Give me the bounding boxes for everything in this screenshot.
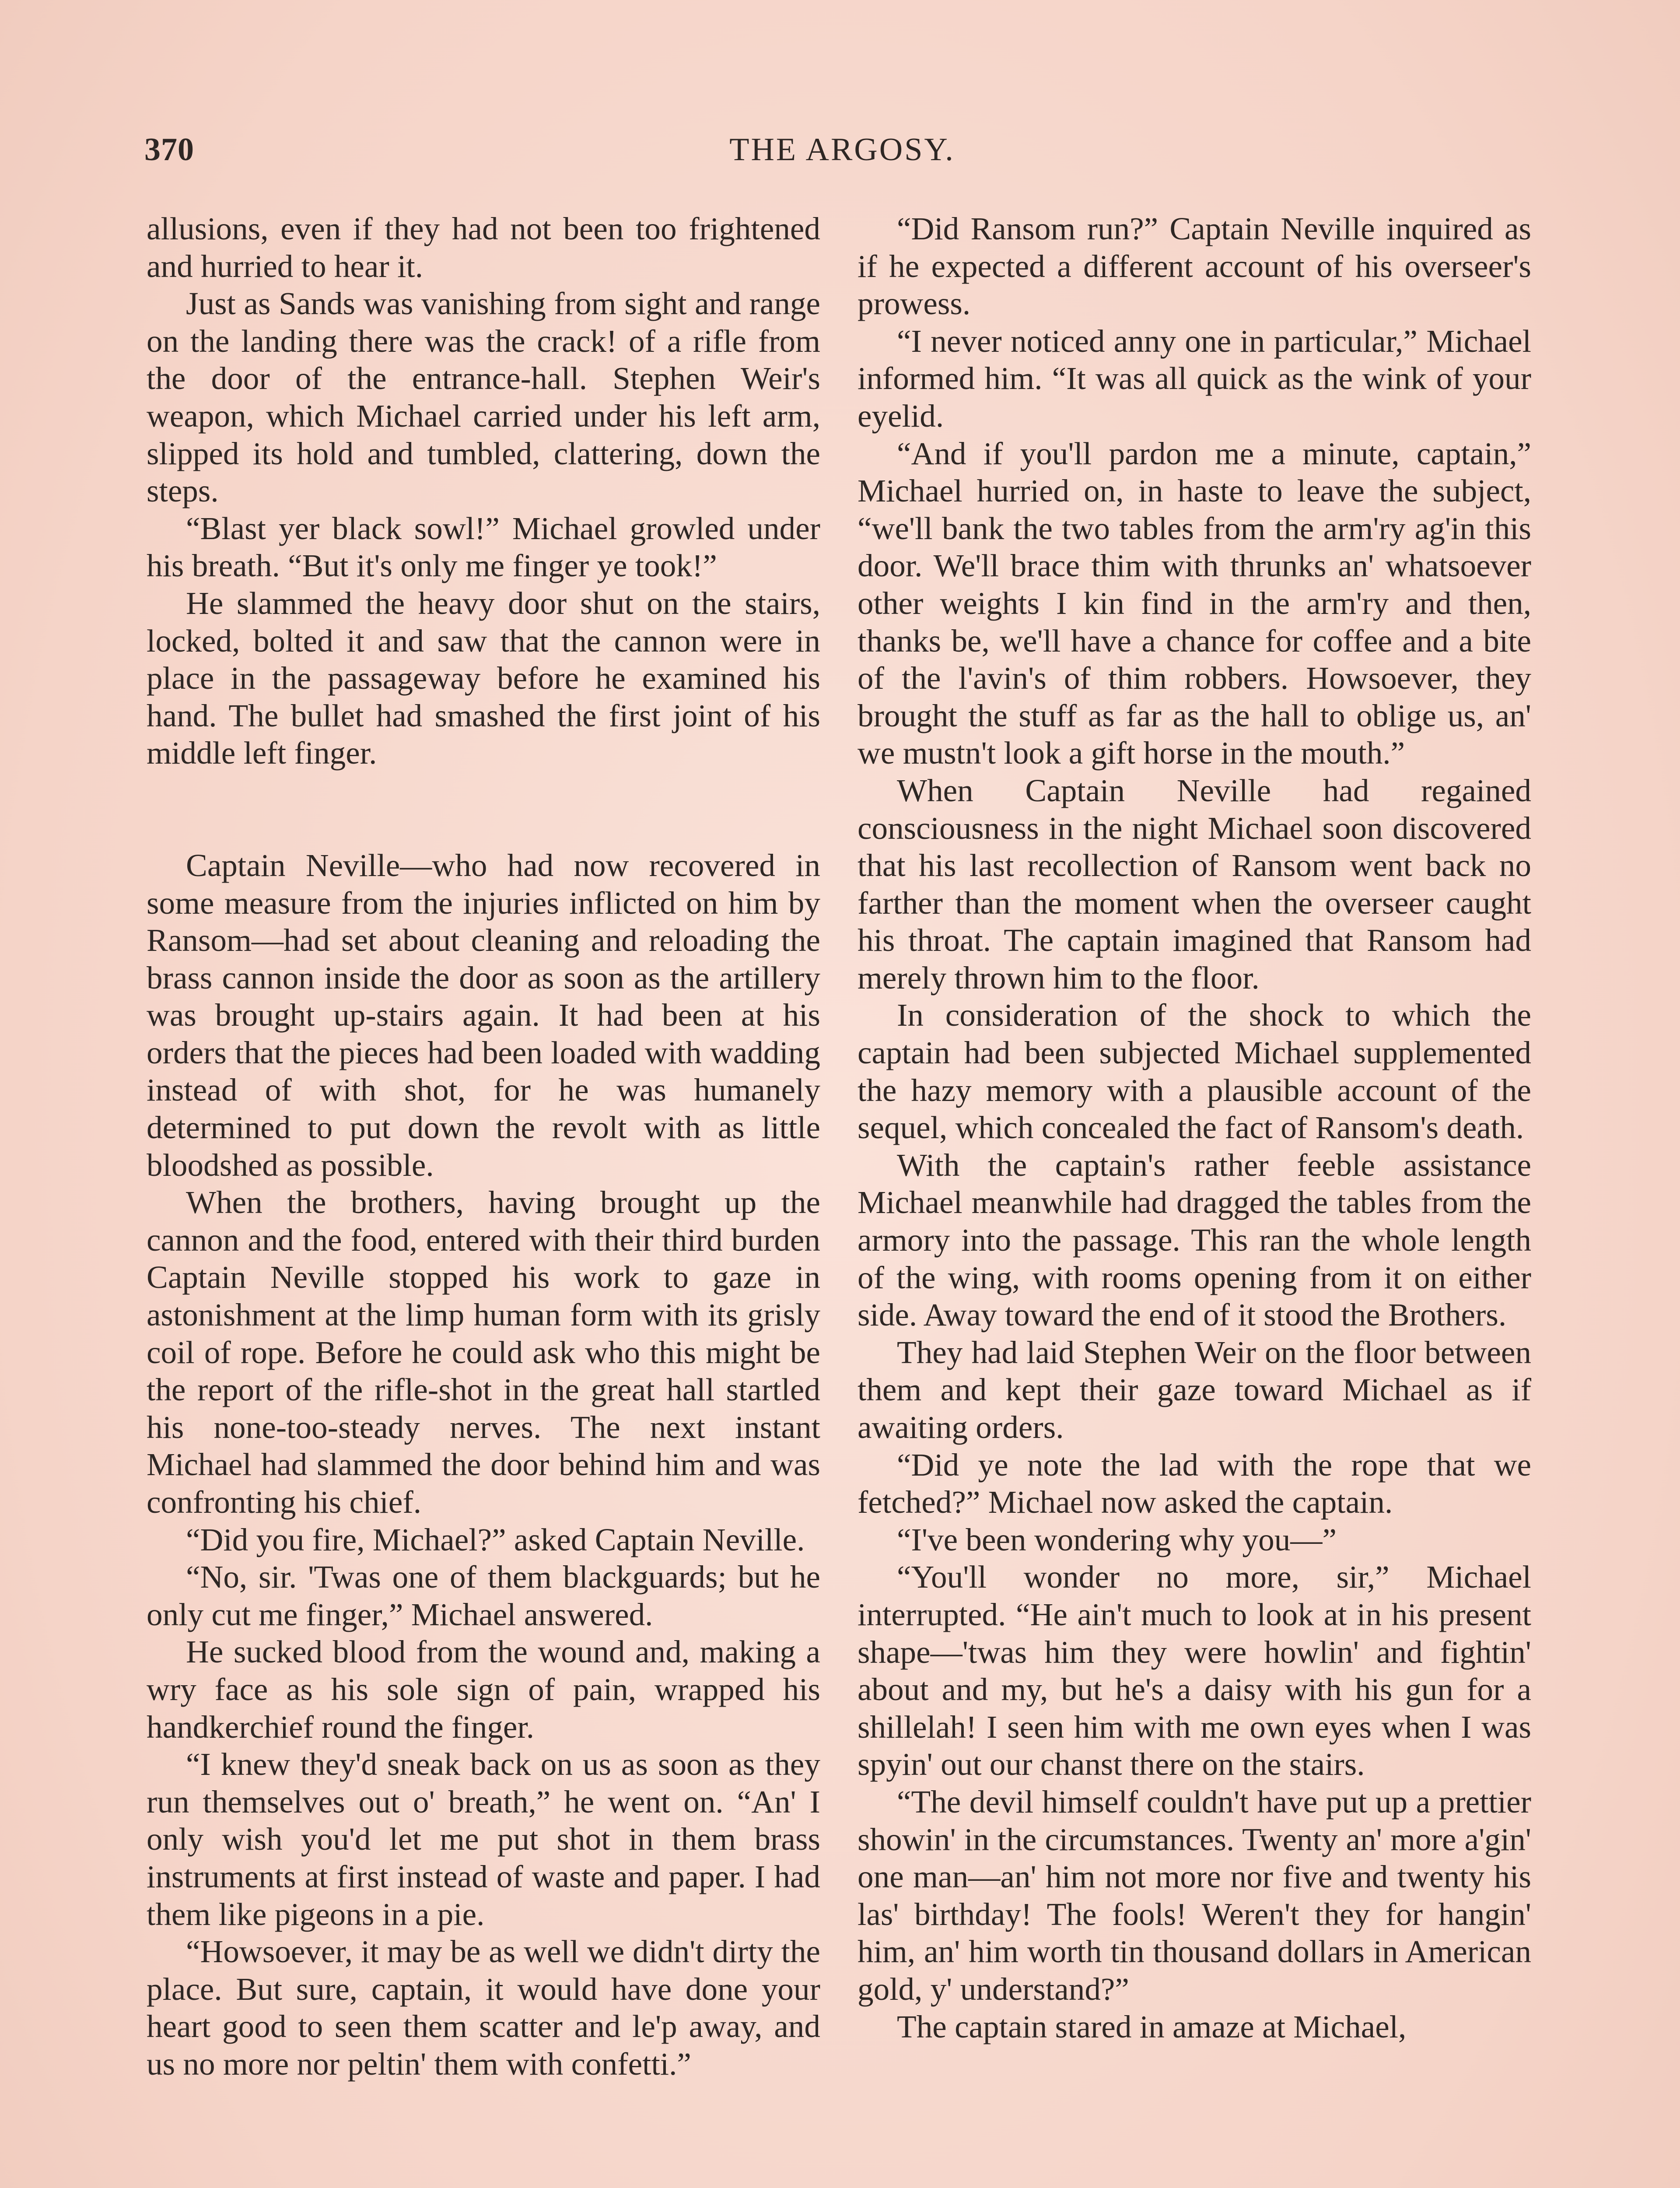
paragraph: Captain Neville—who had now recovered in some measure from the injuries inflicted on him by Ransom—had set about cleaning and reloading the brass cannon inside the door as soon as the artillery was brought up-stairs again. It had been at his orders that the pieces had been loaded with wadding instead of with shot, for he was humanely determined to put down the revolt with as little bloodshed as possible. xyxy=(147,847,820,1183)
paragraph: “And if you'll pardon me a minute, captain,” Michael hurried on, in haste to leave the subject, “we'll bank the two tables from the arm'ry ag'in this door. We'll brace thim with thrunks an' whatsoever other weights I kin find in the arm'ry and then, thanks be, we'll have a chance for coffee and a bite of the l'avin's of thim robbers. Howsoever, they brought the stuff as far as the hall to oblige us, an' we mustn't look a gift horse in the mouth.” xyxy=(858,435,1531,771)
paragraph: “I knew they'd sneak back on us as soon as they run themselves out o' breath,” he went on. “An' I only wish you'd let me put shot in them brass instruments at first instead of waste and paper. I had them like pigeons in a pie. xyxy=(147,1746,820,1932)
paragraph: allusions, even if they had not been too frightened and hurried to hear it. xyxy=(147,211,820,284)
paragraph: “Blast yer black sowl!” Michael growled under his breath. “But it's only me finger ye took!” xyxy=(147,510,820,584)
right-column xyxy=(858,210,1531,2045)
paragraph: “You'll wonder no more, sir,” Michael interrupted. “He ain't much to look at in his present shape—'twas him they were howlin' and fightin' about and my, but he's a daisy with his gun for a shillelah! I seen him with me own eyes when I was spyin' out our chanst there on the stairs. xyxy=(858,1559,1531,1782)
running-title: THE ARGOSY. xyxy=(729,132,955,168)
paragraph: “The devil himself couldn't have put up a prettier showin' in the circumstances. Twenty an' more a'gin' one man—an' him not more nor five and twenty his las' birthday! The fools! Weren't they for hangin' him, an' him worth tin thousand dollars in American gold, y' understand?” xyxy=(858,1784,1531,2007)
left-column xyxy=(147,210,820,2083)
paragraph: “Howsoever, it may be as well we didn't dirty the place. But sure, captain, it would have done your heart good to seen them scatter and le'p away, and us no more nor peltin' them with confetti.” xyxy=(147,1934,820,2082)
paragraph: He slammed the heavy door shut on the stairs, locked, bolted it and saw that the cannon were in place in the passageway before he examined his hand. The bullet had smashed the first joint of his middle left finger. xyxy=(147,585,820,771)
paragraph: “Did you fire, Michael?” asked Captain Neville. xyxy=(186,1522,805,1557)
paragraph: When the brothers, having brought up the cannon and the food, entered with their third burden Captain Neville stopped his work to gaze in astonishment at the limp human form with its grisly coil of rope. Before he could ask who this might be the report of the rifle-shot in the great hall startled his none-too-steady nerves. The next instant Michael had slammed the door behind him and was confronting his chief. xyxy=(147,1185,820,1520)
paragraph: “No, sir. 'Twas one of them blackguards; but he only cut me finger,” Michael answered. xyxy=(147,1559,820,1632)
paragraph: “I've been wondering why you—” xyxy=(897,1522,1337,1557)
page-header xyxy=(144,131,1540,179)
paragraph: Just as Sands was vanishing from sight and range on the landing there was the crack! of a rifle from the door of the entrance-hall. Stephen Weir's weapon, which Michael carried under his left arm, slipped its hold and tumbled, clattering, down the steps. xyxy=(147,286,820,509)
paragraph: The captain stared in amaze at Michael, xyxy=(897,2009,1407,2044)
paragraph: He sucked blood from the wound and, making a wry face as his sole sign of pain, wrapped his handkerchief round the finger. xyxy=(147,1634,820,1745)
paragraph: When Captain Neville had regained consciousness in the night Michael soon discovered that his last recollection of Ransom went back no farther than the moment when the overseer caught his throat. The captain imagined that Ransom had merely thrown him to the floor. xyxy=(858,772,1531,996)
paragraph: They had laid Stephen Weir on the floor between them and kept their gaze toward Michael as if awaiting orders. xyxy=(858,1334,1531,1445)
paragraph: With the captain's rather feeble assistance Michael meanwhile had dragged the tables from the armory into the passage. This ran the whole length of the wing, with rooms opening from it on either side. Away toward the end of it stood the Brothers. xyxy=(858,1147,1531,1333)
paragraph: “I never noticed anny one in particular,” Michael informed him. “It was all quick as the wink of your eyelid. xyxy=(858,323,1531,434)
page-number: 370 xyxy=(144,132,194,168)
paragraph: In consideration of the shock to which the captain had been subjected Michael supplemented the hazy memory with a plausible account of the sequel, which concealed the fact of Ransom's death. xyxy=(858,997,1531,1146)
paragraph: “Did Ransom run?” Captain Neville inquired as if he expected a different account of his overseer's prowess. xyxy=(858,211,1531,322)
paragraph: “Did ye note the lad with the rope that we fetched?” Michael now asked the captain. xyxy=(858,1447,1531,1520)
